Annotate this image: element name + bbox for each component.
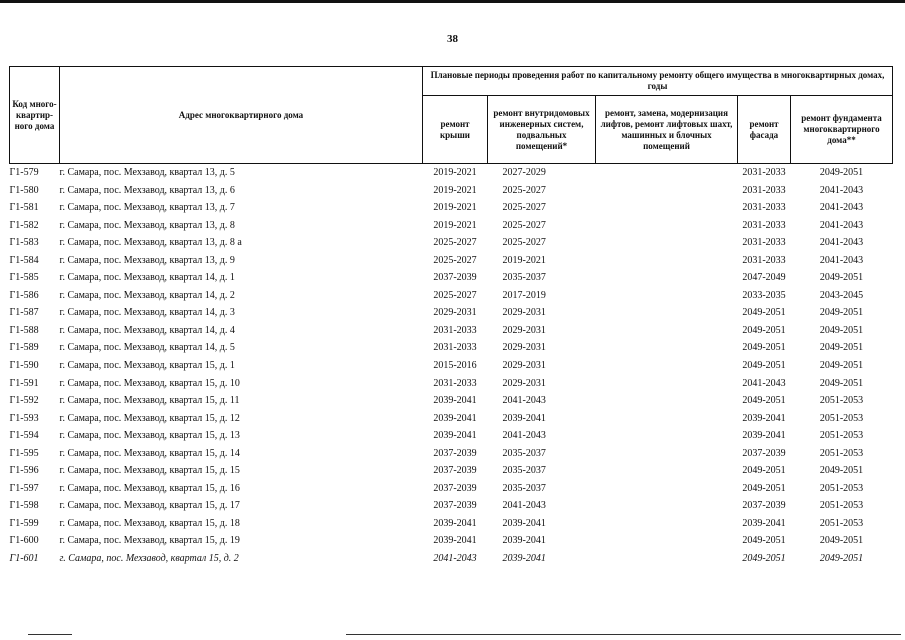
cell-code: Г1-587 (9, 307, 39, 319)
cell-elevators (596, 532, 738, 550)
cell-roof: 2037-2039 (433, 272, 477, 284)
cell-facade: 2037-2039 (742, 500, 786, 512)
cell-roof: 2029-2031 (433, 307, 477, 319)
table-row (10, 550, 893, 568)
cell-facade: 2031-2033 (742, 167, 786, 178)
header-periods-group: Плановые периоды проведения работ по капитальному ремонту общего имущества в многоквартирных домах, годы (423, 67, 893, 96)
cell-internal-systems: 2029-2031 (502, 342, 546, 354)
cell-address: г. Самара, пос. Мехзавод, квартал 15, д. 17 (59, 500, 240, 512)
cell-foundation: 2051-2053 (819, 430, 864, 442)
cell-foundation: 2041-2043 (819, 202, 864, 214)
cell-roof: 2037-2039 (433, 465, 477, 477)
cell-code: Г1-589 (9, 342, 39, 354)
cell-foundation: 2049-2051 (819, 167, 864, 178)
cell-facade: 2049-2051 (742, 324, 786, 336)
cell-code: Г1-592 (9, 395, 39, 407)
cell-elevators (596, 217, 738, 235)
cell-roof: 2019-2021 (433, 202, 477, 214)
cell-internal-systems: 2027-2029 (502, 167, 546, 178)
bottom-rule-right (346, 634, 901, 635)
cell-roof: 2019-2021 (433, 184, 477, 196)
cell-code: Г1-591 (9, 377, 39, 389)
cell-address: г. Самара, пос. Мехзавод, квартал 15, д. 19 (59, 535, 240, 547)
cell-elevators (596, 252, 738, 270)
cell-elevators (596, 199, 738, 217)
cell-foundation: 2051-2053 (819, 395, 864, 407)
cell-foundation: 2049-2051 (819, 465, 864, 477)
cell-internal-systems: 2035-2037 (502, 482, 546, 494)
cell-foundation: 2049-2051 (819, 553, 864, 565)
cell-elevators (596, 445, 738, 463)
cell-address: г. Самара, пос. Мехзавод, квартал 13, д. 8 (59, 219, 235, 231)
cell-address: г. Самара, пос. Мехзавод, квартал 14, д. 3 (59, 307, 235, 319)
table-row (10, 375, 893, 393)
cell-code: Г1-595 (9, 447, 39, 459)
cell-elevators (596, 339, 738, 357)
cell-internal-systems: 2039-2041 (502, 517, 546, 529)
cell-facade: 2049-2051 (742, 482, 786, 494)
cell-roof: 2031-2033 (433, 377, 477, 389)
cell-roof: 2025-2027 (433, 237, 477, 249)
cell-foundation: 2051-2053 (819, 517, 864, 529)
cell-facade: 2049-2051 (742, 395, 786, 407)
cell-address: г. Самара, пос. Мехзавод, квартал 15, д. 1 (59, 360, 235, 372)
cell-code: Г1-582 (9, 219, 39, 231)
cell-code: Г1-583 (9, 237, 39, 249)
table-row (10, 480, 893, 498)
cell-elevators (596, 164, 738, 182)
cell-foundation: 2049-2051 (819, 342, 864, 354)
cell-address: г. Самара, пос. Мехзавод, квартал 13, д. 7 (59, 202, 235, 214)
cell-elevators (596, 287, 738, 305)
cell-code: Г1-585 (9, 272, 39, 284)
bottom-rule-left (28, 634, 72, 635)
cell-roof: 2019-2021 (433, 167, 477, 178)
cell-elevators (596, 515, 738, 533)
table-row (10, 234, 893, 252)
cell-code: Г1-600 (9, 535, 39, 547)
cell-internal-systems: 2035-2037 (502, 447, 546, 459)
table-row (10, 515, 893, 533)
cell-internal-systems: 2029-2031 (502, 360, 546, 372)
cell-foundation: 2041-2043 (819, 219, 864, 231)
cell-facade: 2049-2051 (742, 307, 786, 319)
table-row (10, 217, 893, 235)
header-code: Код много-квартир-ного дома (10, 67, 60, 164)
table-row (10, 392, 893, 410)
cell-roof: 2039-2041 (433, 430, 477, 442)
cell-code: Г1-601 (9, 553, 39, 565)
header-roof: ремонт крыши (423, 96, 488, 164)
cell-foundation: 2051-2053 (819, 482, 864, 494)
table-row (10, 252, 893, 270)
cell-facade: 2033-2035 (742, 289, 786, 301)
cell-internal-systems: 2029-2031 (502, 377, 546, 389)
table-row (10, 339, 893, 357)
cell-facade: 2049-2051 (742, 465, 786, 477)
cell-internal-systems: 2017-2019 (502, 289, 546, 301)
cell-code: Г1-590 (9, 360, 39, 372)
table-row (10, 164, 893, 182)
cell-roof: 2041-2043 (433, 553, 477, 565)
cell-foundation: 2049-2051 (819, 324, 864, 336)
cell-address: г. Самара, пос. Мехзавод, квартал 14, д. 4 (59, 324, 235, 336)
cell-internal-systems: 2019-2021 (502, 254, 546, 266)
cell-code: Г1-597 (9, 482, 39, 494)
cell-facade: 2039-2041 (742, 412, 786, 424)
cell-internal-systems: 2029-2031 (502, 324, 546, 336)
cell-roof: 2015-2016 (433, 360, 477, 372)
cell-elevators (596, 392, 738, 410)
cell-internal-systems: 2041-2043 (502, 500, 546, 512)
cell-address: г. Самара, пос. Мехзавод, квартал 13, д. 9 (59, 254, 235, 266)
cell-internal-systems: 2041-2043 (502, 395, 546, 407)
cell-code: Г1-596 (9, 465, 39, 477)
cell-internal-systems: 2025-2027 (502, 184, 546, 196)
header-foundation: ремонт фундамента многоквартирного дома** (791, 96, 893, 164)
table-row (10, 322, 893, 340)
cell-elevators (596, 497, 738, 515)
cell-code: Г1-588 (9, 324, 39, 336)
table-row (10, 532, 893, 550)
table-row (10, 182, 893, 200)
cell-internal-systems: 2035-2037 (502, 272, 546, 284)
cell-elevators (596, 427, 738, 445)
cell-elevators (596, 462, 738, 480)
cell-address: г. Самара, пос. Мехзавод, квартал 14, д. 5 (59, 342, 235, 354)
cell-address: г. Самара, пос. Мехзавод, квартал 15, д. 11 (59, 395, 240, 407)
cell-foundation: 2049-2051 (819, 272, 864, 284)
cell-foundation: 2049-2051 (819, 360, 864, 372)
cell-address: г. Самара, пос. Мехзавод, квартал 15, д. 12 (59, 412, 240, 424)
cell-elevators (596, 322, 738, 340)
cell-foundation: 2049-2051 (819, 307, 864, 319)
cell-address: г. Самара, пос. Мехзавод, квартал 15, д. 2 (59, 553, 239, 565)
cell-code: Г1-586 (9, 289, 39, 301)
top-rule (0, 0, 905, 3)
cell-internal-systems: 2039-2041 (502, 535, 546, 547)
cell-roof: 2031-2033 (433, 342, 477, 354)
table-row (10, 445, 893, 463)
cell-roof: 2019-2021 (433, 219, 477, 231)
cell-facade: 2047-2049 (742, 272, 786, 284)
cell-facade: 2049-2051 (742, 535, 786, 547)
cell-facade: 2031-2033 (742, 202, 786, 214)
cell-facade: 2037-2039 (742, 447, 786, 459)
cell-facade: 2031-2033 (742, 254, 786, 266)
cell-foundation: 2043-2045 (819, 289, 864, 301)
repair-schedule-table (9, 66, 893, 568)
header-address: Адрес многоквартирного дома (60, 67, 423, 164)
cell-roof: 2039-2041 (433, 412, 477, 424)
cell-foundation: 2051-2053 (819, 447, 864, 459)
table-body (10, 164, 893, 568)
cell-roof: 2025-2027 (433, 254, 477, 266)
cell-elevators (596, 357, 738, 375)
header-internal-systems: ремонт внутридомовых инженерных систем, подвальных помещений* (488, 96, 596, 164)
cell-foundation: 2041-2043 (819, 237, 864, 249)
cell-roof: 2031-2033 (433, 324, 477, 336)
cell-facade: 2049-2051 (742, 553, 786, 565)
cell-roof: 2039-2041 (433, 517, 477, 529)
cell-facade: 2049-2051 (742, 360, 786, 372)
cell-facade: 2041-2043 (742, 377, 786, 389)
cell-elevators (596, 375, 738, 393)
table-header (10, 67, 893, 164)
cell-roof: 2039-2041 (433, 395, 477, 407)
cell-roof: 2039-2041 (433, 535, 477, 547)
cell-internal-systems: 2035-2037 (502, 465, 546, 477)
cell-internal-systems: 2025-2027 (502, 219, 546, 231)
cell-address: г. Самара, пос. Мехзавод, квартал 15, д. 18 (59, 517, 240, 529)
table-row (10, 199, 893, 217)
cell-code: Г1-598 (9, 500, 39, 512)
table-row (10, 462, 893, 480)
cell-internal-systems: 2041-2043 (502, 430, 546, 442)
table-row (10, 287, 893, 305)
cell-foundation: 2041-2043 (819, 184, 864, 196)
cell-facade: 2031-2033 (742, 219, 786, 231)
cell-internal-systems: 2039-2041 (502, 412, 546, 424)
cell-facade: 2031-2033 (742, 184, 786, 196)
cell-elevators (596, 182, 738, 200)
cell-elevators (596, 304, 738, 322)
cell-address: г. Самара, пос. Мехзавод, квартал 13, д. 8 а (59, 237, 242, 249)
page-number: 38 (447, 33, 458, 45)
cell-address: г. Самара, пос. Мехзавод, квартал 14, д. 2 (59, 289, 235, 301)
table-row (10, 427, 893, 445)
table-row (10, 410, 893, 428)
cell-roof: 2025-2027 (433, 289, 477, 301)
cell-code: Г1-593 (9, 412, 39, 424)
cell-address: г. Самара, пос. Мехзавод, квартал 15, д. 16 (59, 482, 240, 494)
cell-facade: 2039-2041 (742, 517, 786, 529)
table-row (10, 497, 893, 515)
cell-address: г. Самара, пос. Мехзавод, квартал 14, д. 1 (59, 272, 235, 284)
cell-address: г. Самара, пос. Мехзавод, квартал 15, д. 13 (59, 430, 240, 442)
cell-code: Г1-581 (9, 202, 39, 214)
table-row (10, 304, 893, 322)
cell-foundation: 2051-2053 (819, 412, 864, 424)
cell-code: Г1-594 (9, 430, 39, 442)
cell-address: г. Самара, пос. Мехзавод, квартал 15, д. 10 (59, 377, 240, 389)
cell-elevators (596, 269, 738, 287)
cell-roof: 2037-2039 (433, 482, 477, 494)
header-elevators: ремонт, замена, модернизация лифтов, ремонт лифтовых шахт, машинных и блочных помещений (596, 96, 738, 164)
cell-code: Г1-580 (9, 184, 39, 196)
cell-facade: 2049-2051 (742, 342, 786, 354)
cell-foundation: 2049-2051 (819, 377, 864, 389)
cell-facade: 2039-2041 (742, 430, 786, 442)
cell-elevators (596, 550, 738, 568)
cell-internal-systems: 2039-2041 (502, 553, 546, 565)
cell-elevators (596, 410, 738, 428)
cell-internal-systems: 2029-2031 (502, 307, 546, 319)
cell-roof: 2037-2039 (433, 447, 477, 459)
table-row (10, 269, 893, 287)
cell-address: г. Самара, пос. Мехзавод, квартал 15, д. 14 (59, 447, 240, 459)
cell-address: г. Самара, пос. Мехзавод, квартал 13, д. 5 (59, 167, 235, 178)
cell-internal-systems: 2025-2027 (502, 202, 546, 214)
cell-code: Г1-599 (9, 517, 39, 529)
cell-foundation: 2049-2051 (819, 535, 864, 547)
cell-address: г. Самара, пос. Мехзавод, квартал 13, д. 6 (59, 184, 235, 196)
cell-foundation: 2051-2053 (819, 500, 864, 512)
header-facade: ремонт фасада (738, 96, 791, 164)
cell-elevators (596, 480, 738, 498)
cell-roof: 2037-2039 (433, 500, 477, 512)
cell-foundation: 2041-2043 (819, 254, 864, 266)
cell-address: г. Самара, пос. Мехзавод, квартал 15, д. 15 (59, 465, 240, 477)
cell-facade: 2031-2033 (742, 237, 786, 249)
cell-code: Г1-584 (9, 254, 39, 266)
cell-internal-systems: 2025-2027 (502, 237, 546, 249)
cell-elevators (596, 234, 738, 252)
table-row (10, 357, 893, 375)
cell-code: Г1-579 (9, 167, 39, 178)
